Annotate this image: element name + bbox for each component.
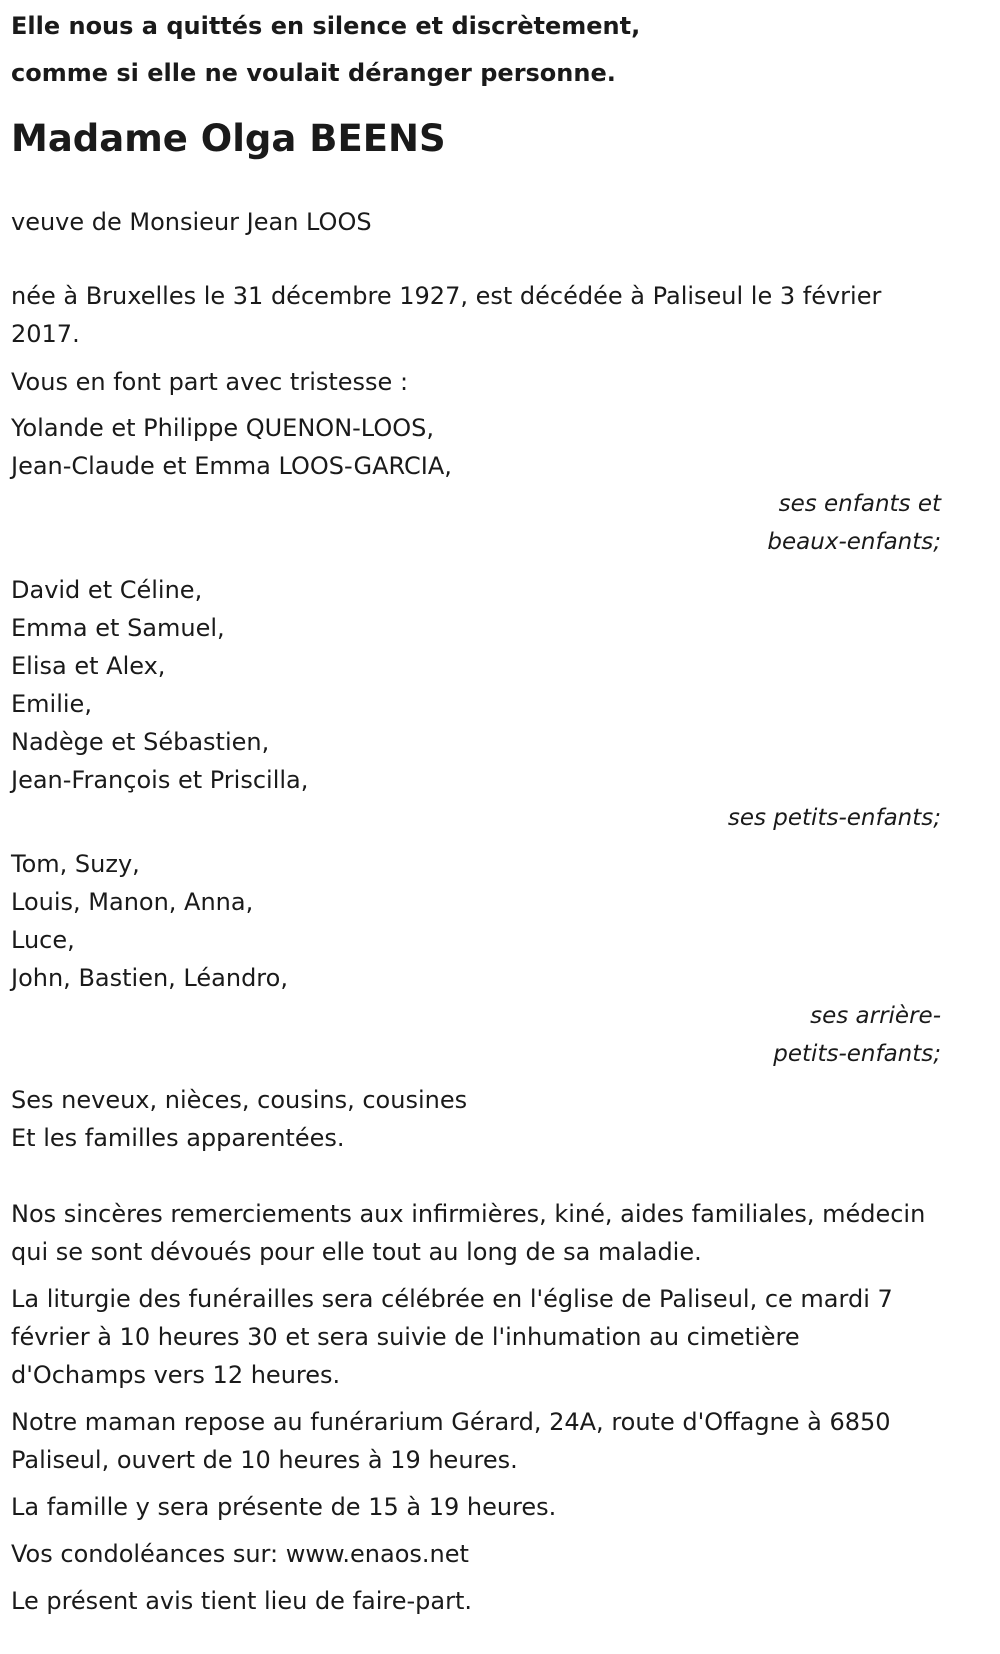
intro-line: comme si elle ne voulait déranger personne. bbox=[11, 59, 616, 87]
birth-death-statement: née à Bruxelles le 31 décembre 1927, est décédée à Paliseul le 3 février 2017. bbox=[11, 282, 882, 348]
announce-line: Vous en font part avec tristesse : bbox=[11, 368, 409, 396]
list-item: Et les familles apparentées. bbox=[11, 1124, 345, 1152]
list-item: Jean-Claude et Emma LOOS-GARCIA, bbox=[11, 452, 452, 480]
list-item: Louis, Manon, Anna, bbox=[11, 888, 254, 916]
list-item: Emilie, bbox=[11, 690, 92, 718]
list-item: Emma et Samuel, bbox=[11, 614, 225, 642]
family-presence-paragraph: La famille y sera présente de 15 à 19 heures. bbox=[11, 1493, 557, 1521]
intro-line: Elle nous a quittés en silence et discrètement, bbox=[11, 12, 641, 40]
condolences-prefix: Vos condoléances sur: bbox=[11, 1540, 279, 1568]
condolences-link[interactable]: www.enaos.net bbox=[285, 1540, 469, 1568]
obituary-notice bbox=[11, 0, 941, 1620]
list-item: Yolande et Philippe QUENON-LOOS, bbox=[11, 414, 434, 442]
list-item: Elisa et Alex, bbox=[11, 652, 166, 680]
children-group bbox=[11, 409, 941, 561]
deceased-name: Madame Olga BEENS bbox=[11, 117, 446, 160]
relatives-group bbox=[11, 1081, 941, 1157]
notice-line: Le présent avis tient lieu de faire-part. bbox=[11, 1587, 473, 1615]
list-item: Tom, Suzy, bbox=[11, 850, 140, 878]
great-grandchildren-group bbox=[11, 845, 941, 1073]
list-item: Nadège et Sébastien, bbox=[11, 728, 270, 756]
liturgy-paragraph: La liturgie des funérailles sera célébrée en l'église de Paliseul, ce mardi 7 février à 10 heures 30 et sera suivie de l'inhumation au cimetière d'Ochamps vers 12 heures. bbox=[11, 1285, 893, 1389]
list-item: Ses neveux, nièces, cousins, cousines bbox=[11, 1086, 468, 1114]
thanks-paragraph: Nos sincères remerciements aux infirmières, kiné, aides familiales, médecin qui se sont dévoués pour elle tout au long de sa maladie. bbox=[11, 1200, 926, 1266]
grandchildren-role: ses petits-enfants; bbox=[727, 805, 941, 831]
list-item: David et Céline, bbox=[11, 576, 203, 604]
great-grandchildren-role: ses arrière-petits-enfants; bbox=[773, 1003, 941, 1067]
grandchildren-group bbox=[11, 571, 941, 837]
funeral-home-paragraph: Notre maman repose au funérarium Gérard, 24A, route d'Offagne à 6850 Paliseul, ouvert de 10 heures à 19 heures. bbox=[11, 1408, 891, 1474]
list-item: John, Bastien, Léandro, bbox=[11, 964, 288, 992]
widow-of: veuve de Monsieur Jean LOOS bbox=[11, 208, 372, 236]
children-role: ses enfants et beaux-enfants; bbox=[767, 491, 941, 555]
condolences-line bbox=[11, 1535, 941, 1573]
intro-quote bbox=[11, 3, 941, 97]
list-item: Luce, bbox=[11, 926, 75, 954]
list-item: Jean-François et Priscilla, bbox=[11, 766, 309, 794]
